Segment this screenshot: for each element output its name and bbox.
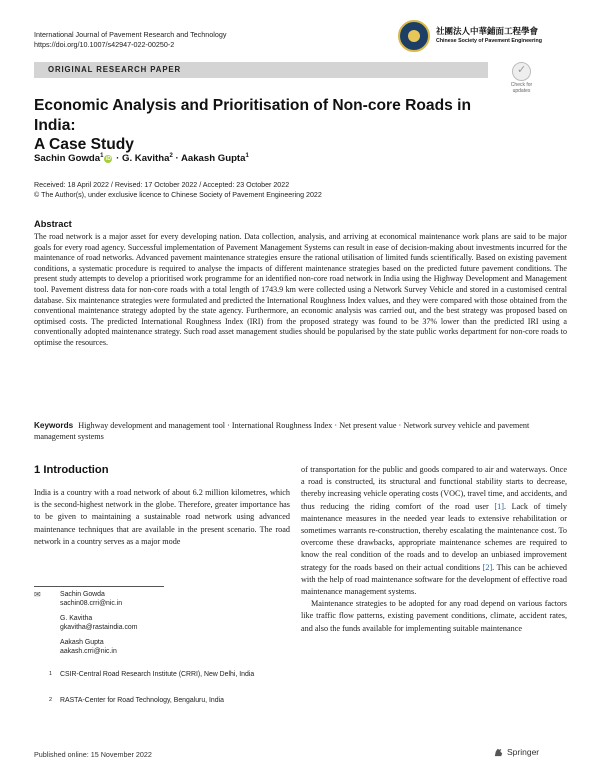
copyright-line: © The Author(s), under exclusive licence to Chinese Society of Pavement Engineering 2022 [34,190,322,199]
correspondent-name: G. Kavitha [60,615,93,622]
correspondent-email[interactable]: gkavitha@rastaindia.com [60,624,138,632]
article-type-banner [34,62,488,78]
abstract-text: The road network is a major asset for every developing nation. Data collection, analysis, and arriving at economical maintenance work plans are said to be major goals for every road agency. Successful implementation of Pavement Management Systems can result in ease of decision-making about investments incurred for the maintenance of road networks. Advanced pavement maintenance strategies ensure the rational utilisation of limited funds scientifically. Based on existing pavement conditions, a systematic procedure is required to analyse the impacts of different maintenance strategies based on the predicted future pavement conditions. The present study attempts to develop a prioritised work programme for an identified non-core road network in India using the Highway Development and Management tool. Pavement distress data for non-core roads with a total length of 1743.9 km were collected using a Network Survey Vehicle and stored in a customised central database. Six maintenance strategies were formulated and predicted the International Roughness Index values, and they were compared with those obtained from the conventional maintenance strategy adopted by the state agency. Furthermore, an economic analysis was carried out, and the best strategy was proposed based on optimised costs. The predicted International Roughness Index (IRI) from the proposed strategy was found to be 37% lower than the predicted IRI using a conventionally adopted maintenance strategy. Such road asset management studies should be popularised by the state public works department for non-core roads to optimise the resources. [34,232,567,347]
footnote-divider [34,586,164,587]
intro-right-column [301,464,567,635]
check-updates-line2: updates [512,87,531,94]
check-updates-icon: ✓ [512,62,531,81]
intro-left-column: India is a country with a road network of about 6.2 million kilometres, which is the second-highest network in the globe. Therefore, greater importance has to be given to maintaining a sustainable road network using advanced maintenance techniques that are available in the present scenario. The road network in a country serves as a major mode [34,488,290,546]
keywords-text: Highway development and management tool · International Roughness Index · Net present value · Network survey vehicle and pavement management systems [34,421,530,441]
author-affiliation: 1 [245,153,249,159]
author-name[interactable]: G. Kavitha [121,153,170,165]
correspondent-email[interactable]: sachin08.crri@nic.in [60,600,123,608]
journal-header [34,30,226,50]
keywords [34,420,567,442]
author-name[interactable]: Aakash Gupta [180,153,246,165]
correspondent-email[interactable]: aakash.crri@nic.in [60,648,117,656]
intro-paragraph: . This can be achieved with the help of road maintenance software for the development of effective road maintenance management systems. [301,562,567,597]
title-line2: A Case Study [34,136,134,153]
journal-doi[interactable]: https://doi.org/10.1007/s42947-022-00250-2 [34,40,175,49]
author-affiliation: 1 [100,153,104,159]
journal-name: International Journal of Pavement Research and Technology [34,30,227,39]
author-affiliation: 2 [169,153,173,159]
envelope-icon: ✉ [34,590,41,599]
affiliation-number: 1 [49,671,53,677]
keywords-label: Keywords [34,421,74,430]
affiliation-number: 2 [49,697,53,703]
intro-paragraph: . Lack of timely maintenance measures in the needed year leads to extensive rehabilitation or sometimes warrants re-construction, thereby escalating the maintenance cost. To overcome these drawbacks, appropriate maintenance schemes are required to know the real condition of the roads and to develop an unbiased improvement strategy for the roads based on their actual conditions [301,501,567,572]
dates-line: Received: 18 April 2022 / Revised: 17 October 2022 / Accepted: 23 October 2022 [34,181,290,189]
citation-link[interactable]: [2] [482,562,493,572]
correspondent-name: Aakash Gupta [60,639,104,646]
society-name-en: Chinese Society of Pavement Engineering [436,38,542,44]
society-logo [398,20,568,56]
intro-paragraph: Maintenance strategies to be adopted for any road depend on various factors like traffic flow patterns, existing pavement conditions, climate, accident rates, and also the funds available for implementing suitable maintenance [301,599,567,633]
title-line1: Economic Analysis and Prioritisation of Non-core Roads in India: [34,97,471,134]
page-title [34,96,504,155]
citation-link[interactable]: [1] [494,501,504,511]
affiliation-text: CSIR-Central Road Research Institute (CRRI), New Delhi, India [60,671,255,678]
author-list: Sachin Gowda$^1$iD · G. Kavitha$^2$ · Aakash Gupta$^1$ [34,153,249,165]
published-date: Published online: 15 November 2022 [34,750,152,759]
abstract-heading: Abstract [34,219,72,229]
society-name-cn: 社團法人中華鋪面工程學會 [436,26,539,36]
check-updates-line1: Check for [510,82,533,88]
correspondent-name: Sachin Gowda [60,591,105,598]
springer-logo [493,746,573,760]
check-for-updates-button[interactable] [505,62,538,100]
author-name[interactable]: Sachin Gowda [34,153,101,165]
correspondence-block [34,590,290,710]
section-heading: 1 Introduction [34,464,109,476]
affiliation-text: RASTA-Center for Road Technology, Bengaluru, India [60,697,224,704]
intro-paragraph: of transportation for the public and goods compared to air and waterways. Once a road is constructed, its structural and functional stability starts to decrease, thereby increasing vehicle operating costs (VOC), travel time, and accidents, and thus reducing the riding comfort of the road user [301,465,567,511]
article-type: ORIGINAL RESEARCH PAPER [48,65,182,74]
article-dates [34,181,322,200]
publisher-name: Springer [507,747,540,757]
orcid-icon[interactable]: iD [105,156,111,163]
springer-horse-icon [493,747,504,758]
society-emblem-icon [398,20,430,52]
